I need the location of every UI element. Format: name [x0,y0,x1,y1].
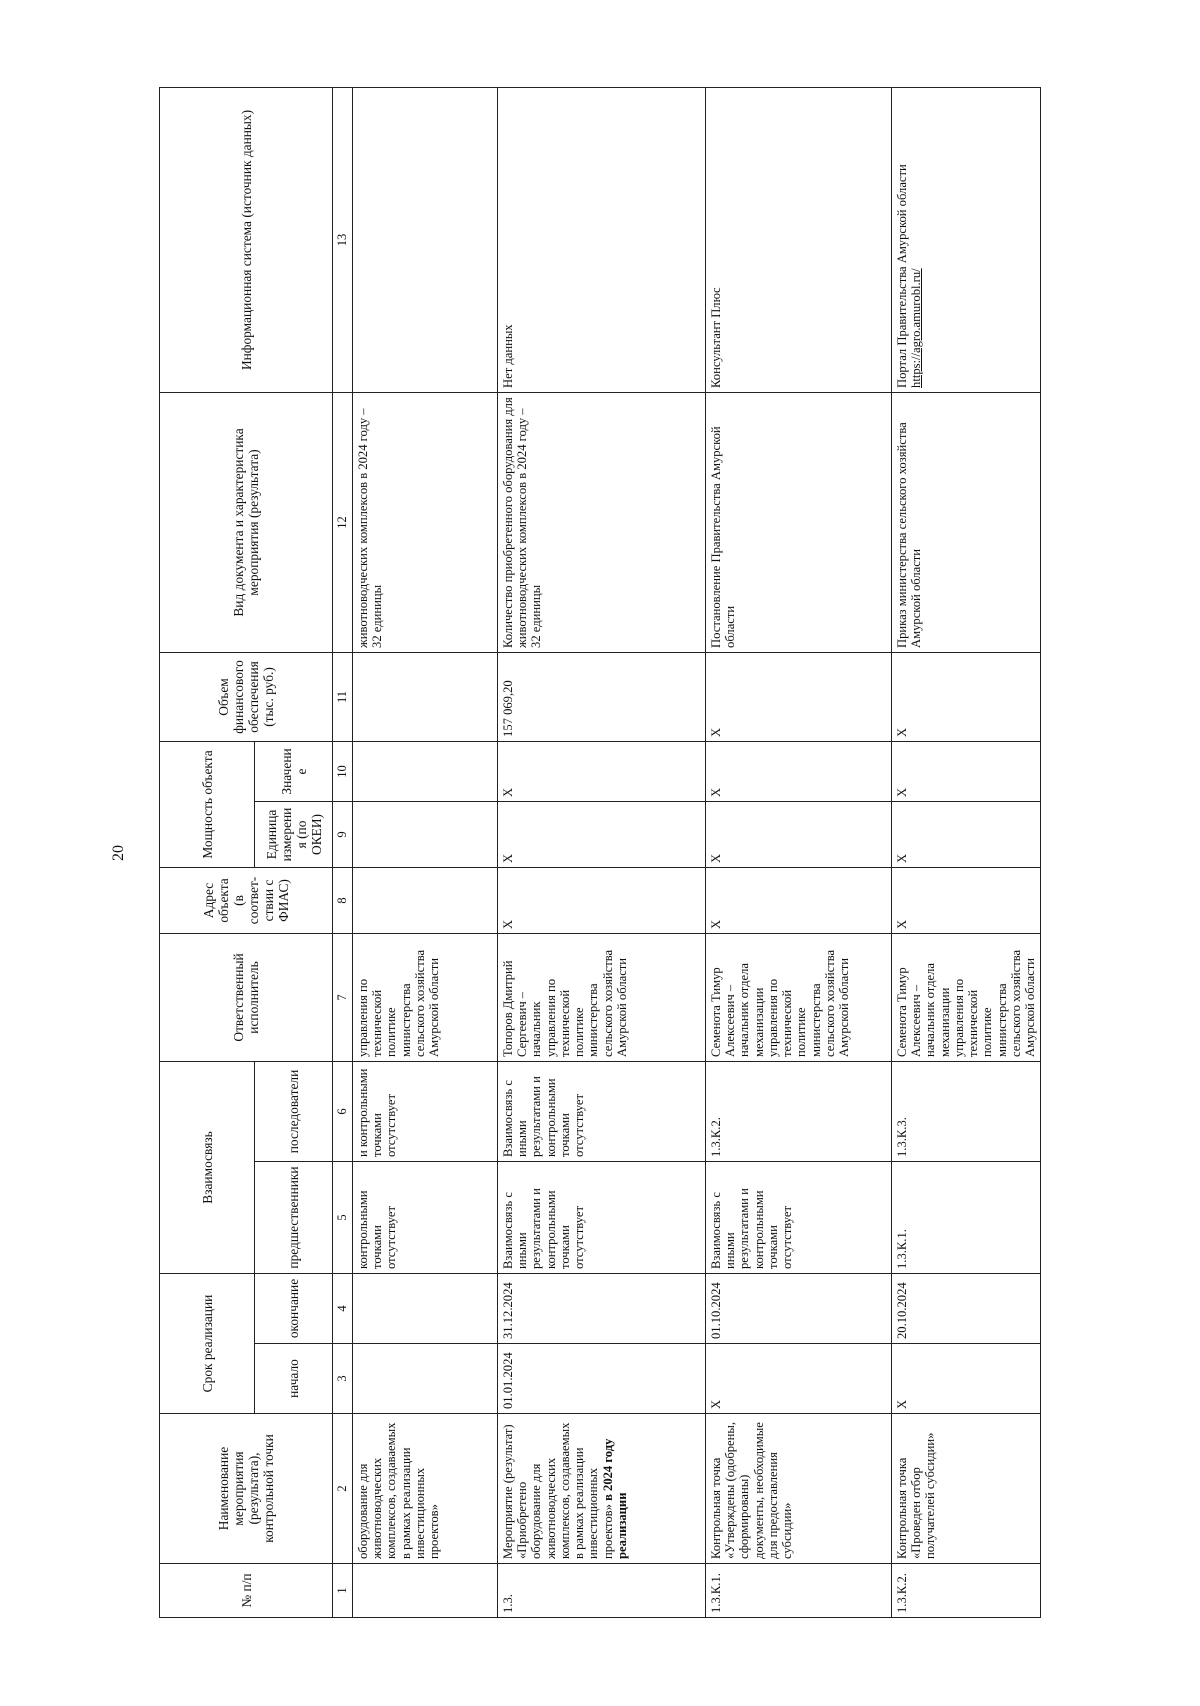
col-number: 11 [333,652,353,741]
col-number: 4 [333,1274,353,1344]
cell-name [498,1414,706,1564]
header-doc: Вид документа и характеристика мероприятия (результата) [160,392,333,652]
cell-num [353,1564,498,1618]
cell-num: 1.3. [498,1564,706,1618]
cell-info-text: Консультант Плюс [709,287,723,388]
cell-executor: Семенота Тимур Алексеевич – начальник отдела механизации управления по технической политике министерства сельского хозяйства Амурской области [706,933,892,1061]
col-number: 7 [333,933,353,1061]
header-address: Адрес объекта (в соответ-ствии с ФИАС) [160,867,333,933]
cell-prev: 1.3.К.1. [892,1162,1041,1274]
header-link-next: последователи [255,1061,333,1161]
cell-unit: X [498,801,706,867]
cell-name-text: Мероприятие (результат) «Приобретено оборудование для животноводческих комплексов, создаваемых в рамках реализации инвестиционных проектов» [501,1422,615,1559]
header-capacity-unit: Единица измерения (по ОКЕИ) [255,801,333,867]
header-capacity-value: Значение [255,741,333,801]
cell-doc: Приказ министерства сельского хозяйства Амурской области [892,392,1041,652]
rotated-table-container [159,88,1039,1618]
cell-unit [353,801,498,867]
cell-name-text: Контрольная точка «Утверждены (одобрены, сформированы) документы, необходимые для предоставления субсидии» [709,1422,795,1559]
col-number: 10 [333,741,353,801]
header-name: Наименование мероприятия (результата), контрольной точки [160,1414,333,1564]
cell-next: 1.3.К.2. [706,1061,892,1161]
cell-executor: Семенота Тимур Алексеевич – начальник отдела механизации управления по технической политике министерства сельского хозяйства Амурской области [892,933,1041,1061]
header-num: № п/п [160,1564,333,1618]
cell-name-text: Контрольная точка «Проведен отбор получателей субсидии» [895,1432,938,1559]
header-link-prev: предшественники [255,1162,333,1274]
header-term: Срок реализации [160,1274,255,1414]
cell-address: X [706,867,892,933]
col-number: 5 [333,1162,353,1274]
page-number: 20 [110,845,127,861]
cell-info-text: Портал Правительства Амурской области [895,164,909,388]
col-number: 2 [333,1414,353,1564]
cell-start: 01.01.2024 [498,1344,706,1414]
cell-doc: Постановление Правительства Амурской области [706,392,892,652]
header-capacity: Мощность объекта [160,741,255,867]
cell-end: 31.12.2024 [498,1274,706,1344]
cell-prev: Взаимосвязь с иными результатами и контрольными точками отсутствует [706,1162,892,1274]
cell-num: 1.3.К.2. [892,1564,1041,1618]
cell-unit: X [892,801,1041,867]
cell-value: X [498,741,706,801]
cell-end: 20.10.2024 [892,1274,1041,1344]
cell-info [353,87,498,392]
cell-address: X [892,867,1041,933]
col-number: 8 [333,867,353,933]
cell-value: X [892,741,1041,801]
header-link: Взаимосвязь [160,1061,255,1273]
cell-name-text: оборудование для животноводческих комплексов, создаваемых в рамках реализации инвестиционных проектов» [356,1422,442,1559]
table-row [353,87,498,1617]
cell-next: 1.3.К.3. [892,1061,1041,1161]
header-info: Информационная система (источник данных) [160,87,333,392]
cell-address: X [498,867,706,933]
col-number: 3 [333,1344,353,1414]
col-number: 13 [333,87,353,392]
cell-info-text: Нет данных [501,324,515,388]
cell-next: Взаимосвязь с иными результатами и контрольными точками отсутствует [498,1061,706,1161]
cell-start: X [706,1344,892,1414]
cell-start: X [892,1344,1041,1414]
cell-finance: 157 069,20 [498,652,706,741]
cell-value [353,741,498,801]
cell-end [353,1274,498,1344]
column-numbers-row [333,87,353,1617]
plan-table [159,87,1041,1618]
cell-name [892,1414,1041,1564]
header-finance: Объем финансового обеспечения (тыс. руб.) [160,652,333,741]
cell-info [498,87,706,392]
cell-doc: животноводческих комплексов в 2024 году – 32 единицы [353,392,498,652]
cell-finance: X [892,652,1041,741]
header-term-start: начало [255,1344,333,1414]
cell-finance: X [706,652,892,741]
cell-end: 01.10.2024 [706,1274,892,1344]
cell-info-link[interactable]: https://agro.amurobl.ru/ [909,268,924,388]
cell-num: 1.3.К.1. [706,1564,892,1618]
header-executor: Ответственный исполнитель [160,933,333,1061]
table-row [498,87,706,1617]
cell-executor: Топоров Дмитрий Сергеевич – начальник управления по технической политике министерства сельского хозяйства Амурской области [498,933,706,1061]
cell-value: X [706,741,892,801]
cell-info [706,87,892,392]
cell-unit: X [706,801,892,867]
cell-name [706,1414,892,1564]
cell-address [353,867,498,933]
cell-start [353,1344,498,1414]
table-row [892,87,1041,1617]
cell-prev: Взаимосвязь с иными результатами и контрольными точками отсутствует [498,1162,706,1274]
cell-info [892,87,1041,392]
col-number: 9 [333,801,353,867]
cell-doc: Количество приобретенного оборудования для животноводческих комплексов в 2024 году – 32 единицы [498,392,706,652]
cell-prev: контрольными точками отсутствует [353,1162,498,1274]
col-number: 1 [333,1564,353,1618]
header-term-end: окончание [255,1274,333,1344]
cell-next: и контрольными точками отсутствует [353,1061,498,1161]
cell-name [353,1414,498,1564]
table-row [706,87,892,1617]
col-number: 12 [333,392,353,652]
cell-name-bold: в 2024 году реализации [600,1438,629,1559]
col-number: 6 [333,1061,353,1161]
cell-executor: управления по технической политике министерства сельского хозяйства Амурской области [353,933,498,1061]
cell-finance [353,652,498,741]
